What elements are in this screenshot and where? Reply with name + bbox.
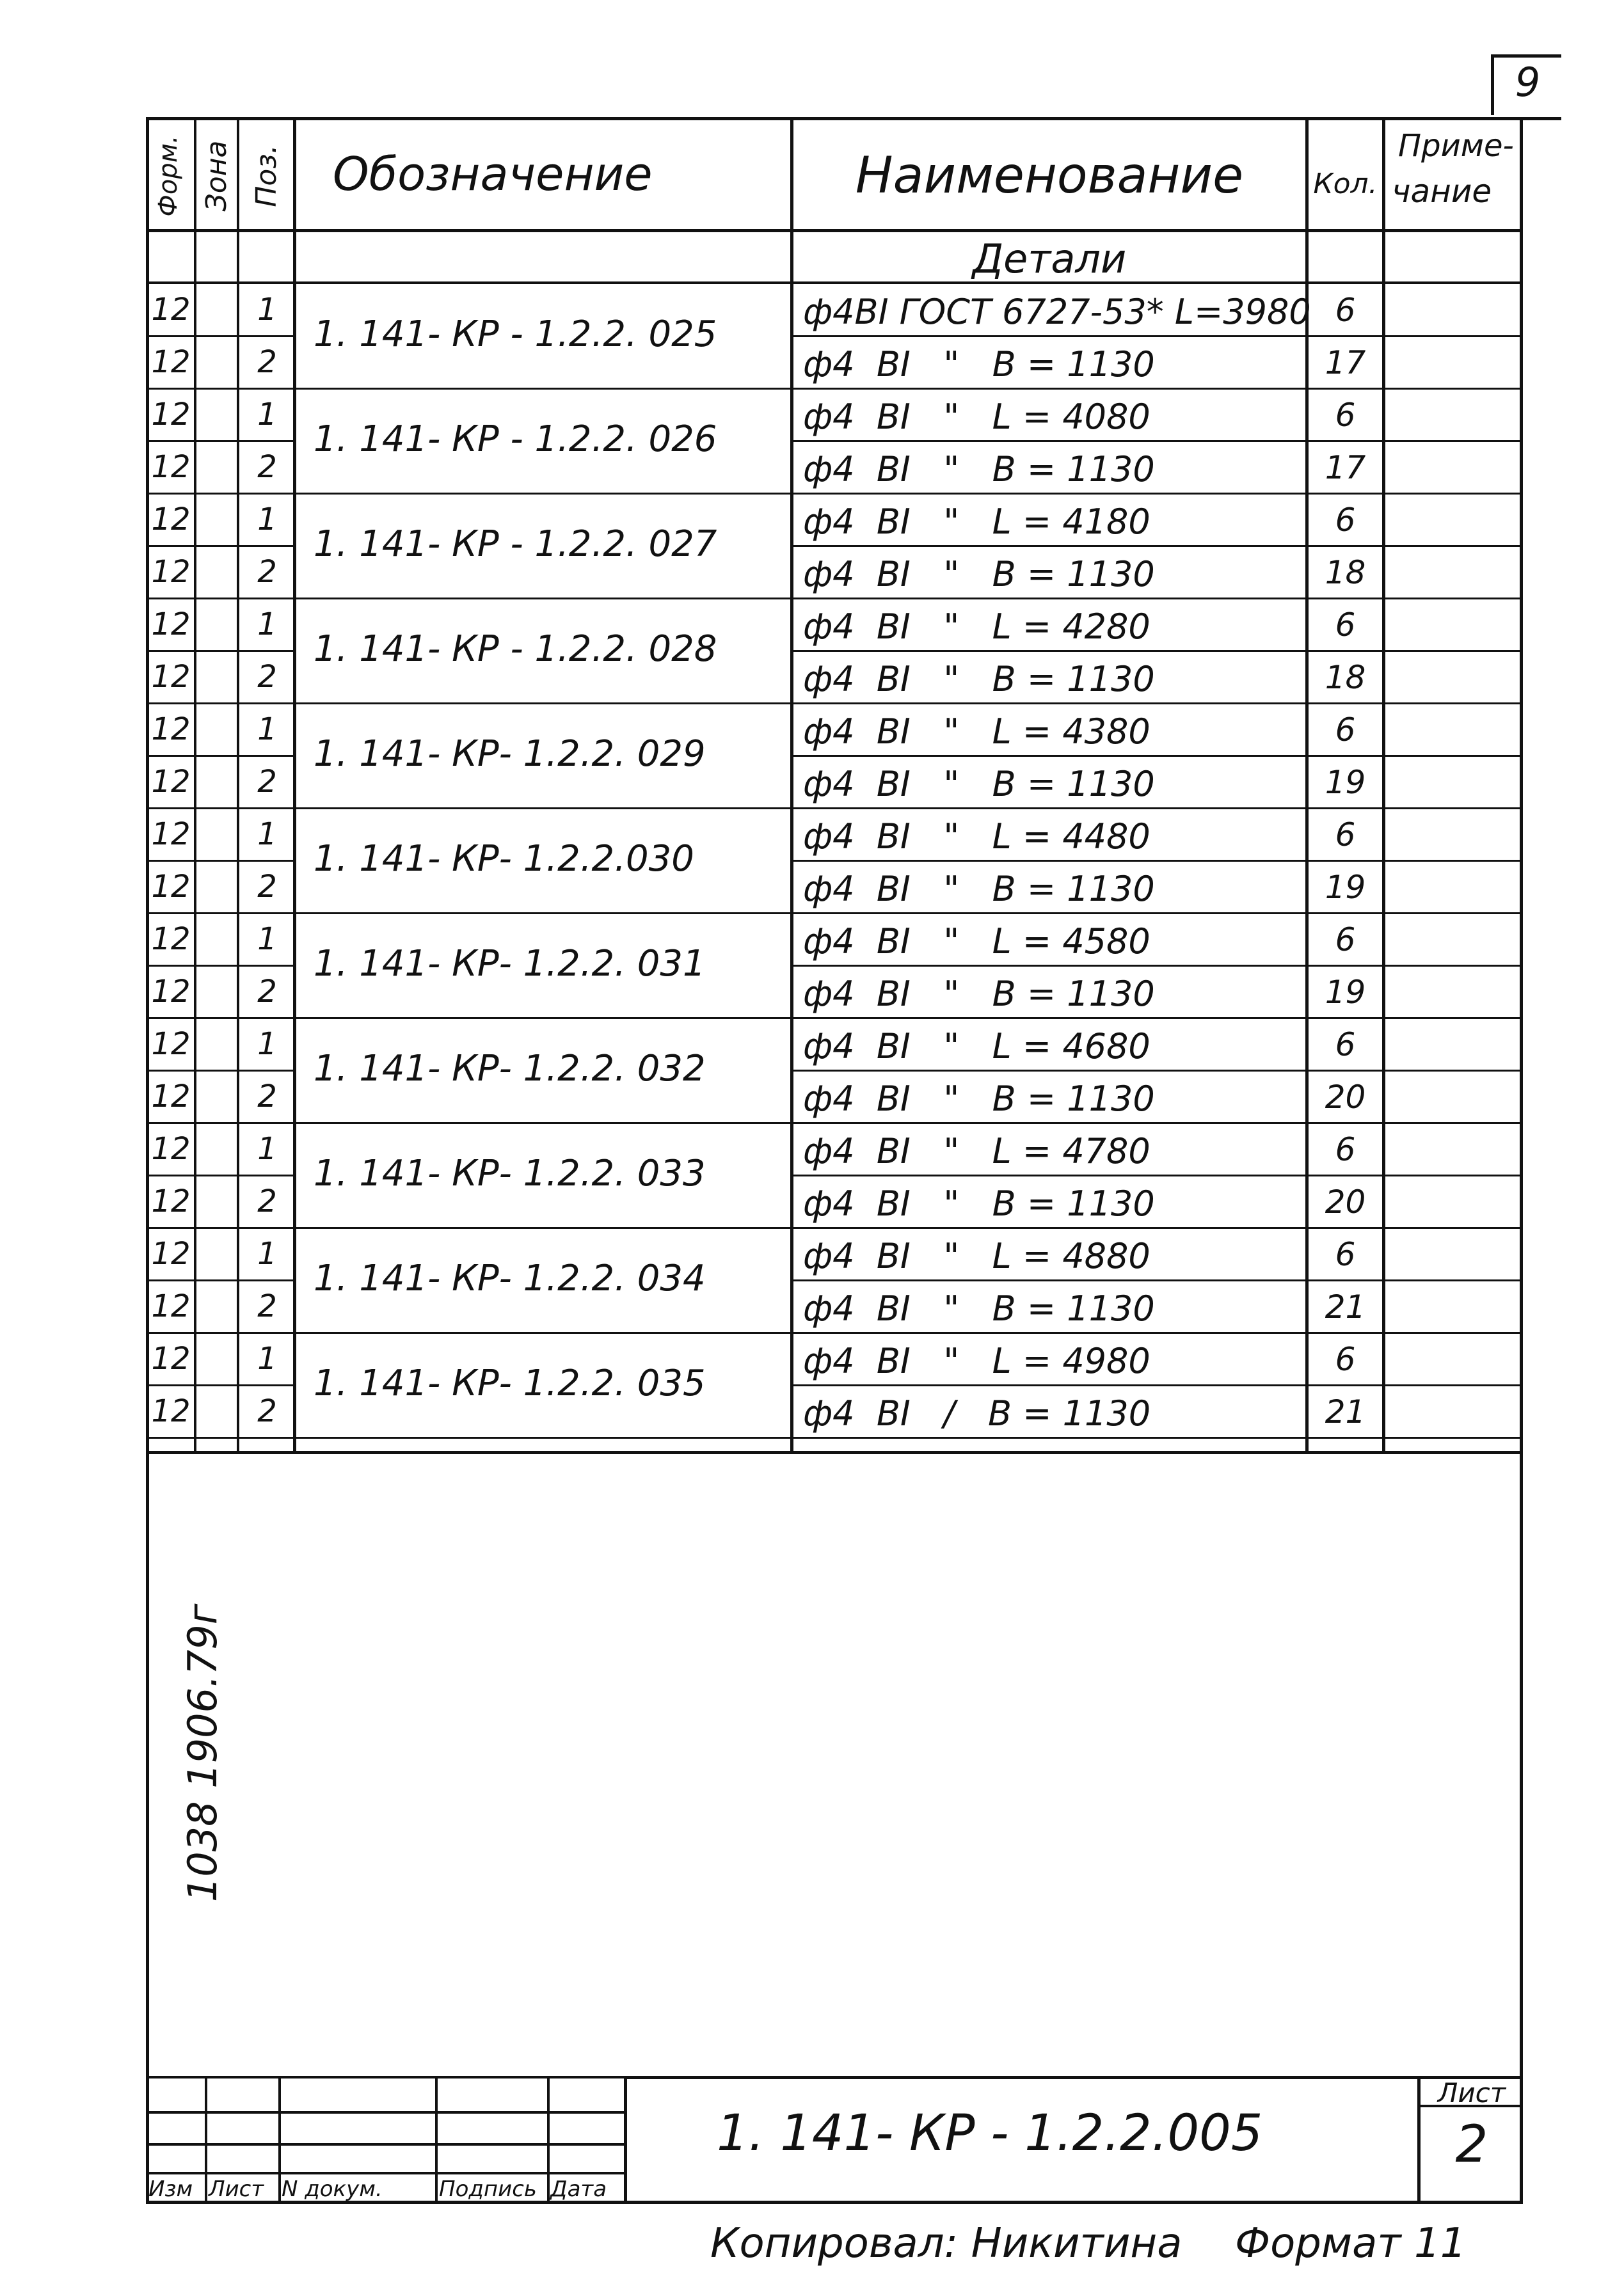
header-qty: Кол. bbox=[1313, 168, 1378, 200]
row-line-left bbox=[146, 545, 296, 547]
position-cell: 2 bbox=[257, 1079, 277, 1114]
row-line-left bbox=[146, 807, 296, 809]
row-line-left bbox=[146, 1279, 296, 1281]
corner-box-left bbox=[1491, 54, 1494, 115]
designation-cell: 1. 141- КР - 1.2.2. 026 bbox=[314, 418, 717, 460]
label-ndokum: N докум. bbox=[282, 2176, 383, 2202]
format-cell: 12 bbox=[151, 869, 191, 905]
row-line-right bbox=[790, 1017, 1523, 1019]
position-cell: 2 bbox=[257, 344, 277, 380]
row-line-left bbox=[146, 1384, 296, 1386]
name-cell: ф4 ВI " L = 4180 bbox=[803, 502, 1150, 542]
row-line-right bbox=[790, 1279, 1523, 1281]
row-line-right bbox=[790, 1332, 1523, 1334]
format-cell: 12 bbox=[151, 1079, 191, 1114]
row-line-left bbox=[146, 860, 296, 862]
name-cell: ф4 ВI " В = 1130 bbox=[803, 764, 1155, 804]
position-cell: 2 bbox=[257, 659, 277, 695]
designation-cell: 1. 141- КР- 1.2.2. 029 bbox=[314, 733, 706, 775]
row-line-left bbox=[146, 755, 296, 757]
row-line-right bbox=[790, 1175, 1523, 1176]
quantity-cell: 6 bbox=[1335, 292, 1356, 329]
row-line-left bbox=[146, 650, 296, 652]
format-cell: 12 bbox=[151, 502, 191, 537]
position-cell: 2 bbox=[257, 449, 277, 485]
row-line-left bbox=[146, 912, 296, 914]
position-cell: 1 bbox=[257, 1131, 277, 1167]
row-line-right bbox=[790, 1122, 1523, 1124]
row-line-left bbox=[146, 1070, 296, 1072]
row-line-left bbox=[146, 965, 296, 967]
format-cell: 12 bbox=[151, 344, 191, 380]
format-cell: 12 bbox=[151, 816, 191, 852]
header-pos: Поз. bbox=[250, 145, 283, 207]
format-cell: 12 bbox=[151, 1393, 191, 1429]
row-line-left bbox=[146, 598, 296, 599]
group-separator bbox=[293, 1122, 793, 1124]
position-cell: 1 bbox=[257, 1236, 277, 1272]
designation-cell: 1. 141- КР- 1.2.2. 033 bbox=[314, 1153, 706, 1194]
quantity-cell: 6 bbox=[1335, 606, 1356, 644]
section-title-details: Детали bbox=[972, 235, 1127, 282]
quantity-cell: 20 bbox=[1325, 1079, 1366, 1116]
position-cell: 1 bbox=[257, 921, 277, 957]
row-line-right bbox=[790, 545, 1523, 547]
header-note-line2: чание bbox=[1392, 173, 1492, 210]
titleblock-divider bbox=[624, 2076, 627, 2204]
group-separator bbox=[293, 388, 793, 390]
row-line-right bbox=[790, 335, 1523, 337]
sheet-corner-number: 9 bbox=[1515, 59, 1541, 106]
row-line-left bbox=[146, 440, 296, 442]
sheet-number: 2 bbox=[1455, 2114, 1488, 2174]
row-line-right bbox=[790, 440, 1523, 442]
format-cell: 12 bbox=[151, 292, 191, 328]
designation-cell: 1. 141- КР- 1.2.2. 032 bbox=[314, 1048, 706, 1089]
position-cell: 2 bbox=[257, 974, 277, 1009]
position-cell: 2 bbox=[257, 764, 277, 800]
name-cell: ф4 ВI " L = 4980 bbox=[803, 1341, 1150, 1381]
name-cell: ф4 ВI " В = 1130 bbox=[803, 1079, 1155, 1119]
format-cell: 12 bbox=[151, 659, 191, 695]
corner-box-top bbox=[1491, 54, 1561, 58]
quantity-cell: 20 bbox=[1325, 1184, 1366, 1221]
position-cell: 2 bbox=[257, 869, 277, 905]
quantity-cell: 6 bbox=[1335, 1026, 1356, 1063]
quantity-cell: 6 bbox=[1335, 711, 1356, 748]
grid-line-1 bbox=[146, 2076, 626, 2078]
row-line-left bbox=[146, 1017, 296, 1019]
row-line-right bbox=[790, 598, 1523, 599]
row-line-left bbox=[146, 493, 296, 495]
group-separator bbox=[293, 598, 793, 599]
name-cell: ф4 ВI " В = 1130 bbox=[803, 974, 1155, 1014]
row-line-right bbox=[790, 650, 1523, 652]
group-separator bbox=[293, 493, 793, 495]
grid-vline-1 bbox=[205, 2076, 207, 2204]
header-format: Форм. bbox=[154, 135, 183, 217]
row-line-left bbox=[146, 1437, 296, 1439]
position-cell: 1 bbox=[257, 711, 277, 747]
name-cell: ф4 ВI " L = 4780 bbox=[803, 1131, 1150, 1171]
col-line-pos bbox=[293, 117, 296, 1454]
row-line-right bbox=[790, 1437, 1523, 1439]
label-podpis: Подпись bbox=[439, 2176, 537, 2202]
format-cell: 12 bbox=[151, 1026, 191, 1062]
quantity-cell: 21 bbox=[1325, 1393, 1366, 1430]
header-note-line1: Приме- bbox=[1398, 128, 1514, 164]
grid-vline-3 bbox=[435, 2076, 438, 2204]
row-line-right bbox=[790, 912, 1523, 914]
header-designation: Обозначение bbox=[333, 147, 653, 201]
position-cell: 1 bbox=[257, 606, 277, 642]
col-line-designation bbox=[790, 117, 793, 1454]
header-zone: Зона bbox=[200, 140, 233, 212]
row-line-left bbox=[146, 1332, 296, 1334]
position-cell: 2 bbox=[257, 1393, 277, 1429]
row-line-left bbox=[146, 1227, 296, 1229]
designation-cell: 1. 141- КР- 1.2.2.030 bbox=[314, 838, 694, 880]
format-cell: 12 bbox=[151, 1288, 191, 1324]
quantity-cell: 6 bbox=[1335, 1236, 1356, 1273]
quantity-cell: 19 bbox=[1325, 869, 1366, 906]
designation-cell: 1. 141- КР - 1.2.2. 027 bbox=[314, 523, 717, 565]
position-cell: 1 bbox=[257, 502, 277, 537]
grid-line-2 bbox=[146, 2111, 626, 2114]
document-code: 1. 141- КР - 1.2.2.005 bbox=[717, 2105, 1263, 2162]
label-list: Лист bbox=[209, 2176, 264, 2202]
row-line-right bbox=[790, 755, 1523, 757]
format-cell: 12 bbox=[151, 921, 191, 957]
format-cell: 12 bbox=[151, 554, 191, 590]
position-cell: 1 bbox=[257, 292, 277, 328]
name-cell: ф4 ВI " В = 1130 bbox=[803, 554, 1155, 594]
row-line-right bbox=[790, 388, 1523, 390]
row-line-right bbox=[790, 493, 1523, 495]
quantity-cell: 6 bbox=[1335, 921, 1356, 958]
name-cell: ф4 ВI " В = 1130 bbox=[803, 659, 1155, 699]
position-cell: 2 bbox=[257, 1184, 277, 1219]
quantity-cell: 6 bbox=[1335, 397, 1356, 434]
format-cell: 12 bbox=[151, 1131, 191, 1167]
group-separator bbox=[293, 1227, 793, 1229]
grid-line-3 bbox=[146, 2143, 626, 2146]
titleblock-top-line bbox=[627, 2076, 1523, 2079]
row-line-right bbox=[790, 1227, 1523, 1229]
position-cell: 1 bbox=[257, 816, 277, 852]
row-line-right bbox=[790, 860, 1523, 862]
sheet-label: Лист bbox=[1437, 2077, 1506, 2109]
format-cell: 12 bbox=[151, 449, 191, 485]
quantity-cell: 6 bbox=[1335, 1131, 1356, 1168]
table-bottom-line bbox=[146, 1451, 1523, 1454]
group-separator bbox=[293, 912, 793, 914]
row-line-left bbox=[146, 1122, 296, 1124]
row-line-right bbox=[790, 1384, 1523, 1386]
name-cell: ф4ВI ГОСТ 6727-53* L=3980 bbox=[803, 292, 1311, 332]
frame-top-extension bbox=[1523, 117, 1561, 120]
grid-vline-2 bbox=[278, 2076, 281, 2204]
designation-cell: 1. 141- КР - 1.2.2. 028 bbox=[314, 628, 717, 670]
col-line-zone bbox=[237, 117, 239, 1454]
copied-by: Копировал: Никитина bbox=[710, 2220, 1182, 2267]
position-cell: 1 bbox=[257, 397, 277, 432]
header-name: Наименование bbox=[855, 147, 1244, 205]
format-cell: 12 bbox=[151, 397, 191, 432]
name-cell: ф4 ВI " L = 4280 bbox=[803, 606, 1150, 647]
designation-cell: 1. 141- КР - 1.2.2. 025 bbox=[314, 313, 717, 355]
row-line-right bbox=[790, 807, 1523, 809]
label-data: Дата bbox=[550, 2176, 607, 2202]
name-cell: ф4 ВI " L = 4480 bbox=[803, 816, 1150, 857]
row-line-left bbox=[146, 335, 296, 337]
row-line-right bbox=[790, 1070, 1523, 1072]
designation-cell: 1. 141- КР- 1.2.2. 031 bbox=[314, 943, 706, 985]
quantity-cell: 6 bbox=[1335, 502, 1356, 539]
quantity-cell: 18 bbox=[1325, 554, 1366, 591]
position-cell: 2 bbox=[257, 554, 277, 590]
format-cell: 12 bbox=[151, 606, 191, 642]
name-cell: ф4 ВI / В = 1130 bbox=[803, 1393, 1151, 1434]
quantity-cell: 17 bbox=[1325, 344, 1366, 381]
quantity-cell: 6 bbox=[1335, 1341, 1356, 1378]
quantity-cell: 21 bbox=[1325, 1288, 1366, 1326]
grid-vline-4 bbox=[547, 2076, 550, 2204]
name-cell: ф4 ВI " В = 1130 bbox=[803, 344, 1155, 384]
format-cell: 12 bbox=[151, 1236, 191, 1272]
position-cell: 2 bbox=[257, 1288, 277, 1324]
quantity-cell: 18 bbox=[1325, 659, 1366, 696]
format-cell: 12 bbox=[151, 1184, 191, 1219]
format-label: Формат 11 bbox=[1235, 2220, 1467, 2267]
row-line-right bbox=[790, 965, 1523, 967]
format-cell: 12 bbox=[151, 1341, 191, 1377]
grid-line-4 bbox=[146, 2172, 626, 2174]
margin-inscription: 1038 1906.79г bbox=[179, 1603, 226, 1903]
group-separator bbox=[293, 807, 793, 809]
row-line-right bbox=[790, 702, 1523, 704]
quantity-cell: 6 bbox=[1335, 816, 1356, 853]
group-separator bbox=[293, 702, 793, 704]
name-cell: ф4 ВI " В = 1130 bbox=[803, 1288, 1155, 1329]
name-cell: ф4 ВI " L = 4080 bbox=[803, 397, 1150, 437]
col-line-qty bbox=[1382, 117, 1385, 1454]
name-cell: ф4 ВI " L = 4580 bbox=[803, 921, 1150, 962]
name-cell: ф4 ВI " В = 1130 bbox=[803, 449, 1155, 489]
position-cell: 1 bbox=[257, 1341, 277, 1377]
format-cell: 12 bbox=[151, 711, 191, 747]
row-line-left bbox=[146, 702, 296, 704]
designation-cell: 1. 141- КР- 1.2.2. 035 bbox=[314, 1363, 706, 1404]
col-line-format bbox=[194, 117, 196, 1454]
name-cell: ф4 ВI " В = 1130 bbox=[803, 869, 1155, 909]
position-cell: 1 bbox=[257, 1026, 277, 1062]
row-line-left bbox=[146, 1175, 296, 1176]
quantity-cell: 19 bbox=[1325, 974, 1366, 1011]
format-cell: 12 bbox=[151, 764, 191, 800]
name-cell: ф4 ВI " L = 4680 bbox=[803, 1026, 1150, 1066]
quantity-cell: 19 bbox=[1325, 764, 1366, 801]
name-cell: ф4 ВI " L = 4380 bbox=[803, 711, 1150, 752]
quantity-cell: 17 bbox=[1325, 449, 1366, 486]
group-separator bbox=[293, 1017, 793, 1019]
group-separator bbox=[293, 1332, 793, 1334]
row-line-left bbox=[146, 388, 296, 390]
group-separator bbox=[293, 1437, 793, 1439]
label-izm: Изм bbox=[148, 2176, 193, 2202]
format-cell: 12 bbox=[151, 974, 191, 1009]
name-cell: ф4 ВI " В = 1130 bbox=[803, 1184, 1155, 1224]
header-bottom-line bbox=[146, 229, 1523, 232]
designation-cell: 1. 141- КР- 1.2.2. 034 bbox=[314, 1258, 706, 1299]
name-cell: ф4 ВI " L = 4880 bbox=[803, 1236, 1150, 1276]
